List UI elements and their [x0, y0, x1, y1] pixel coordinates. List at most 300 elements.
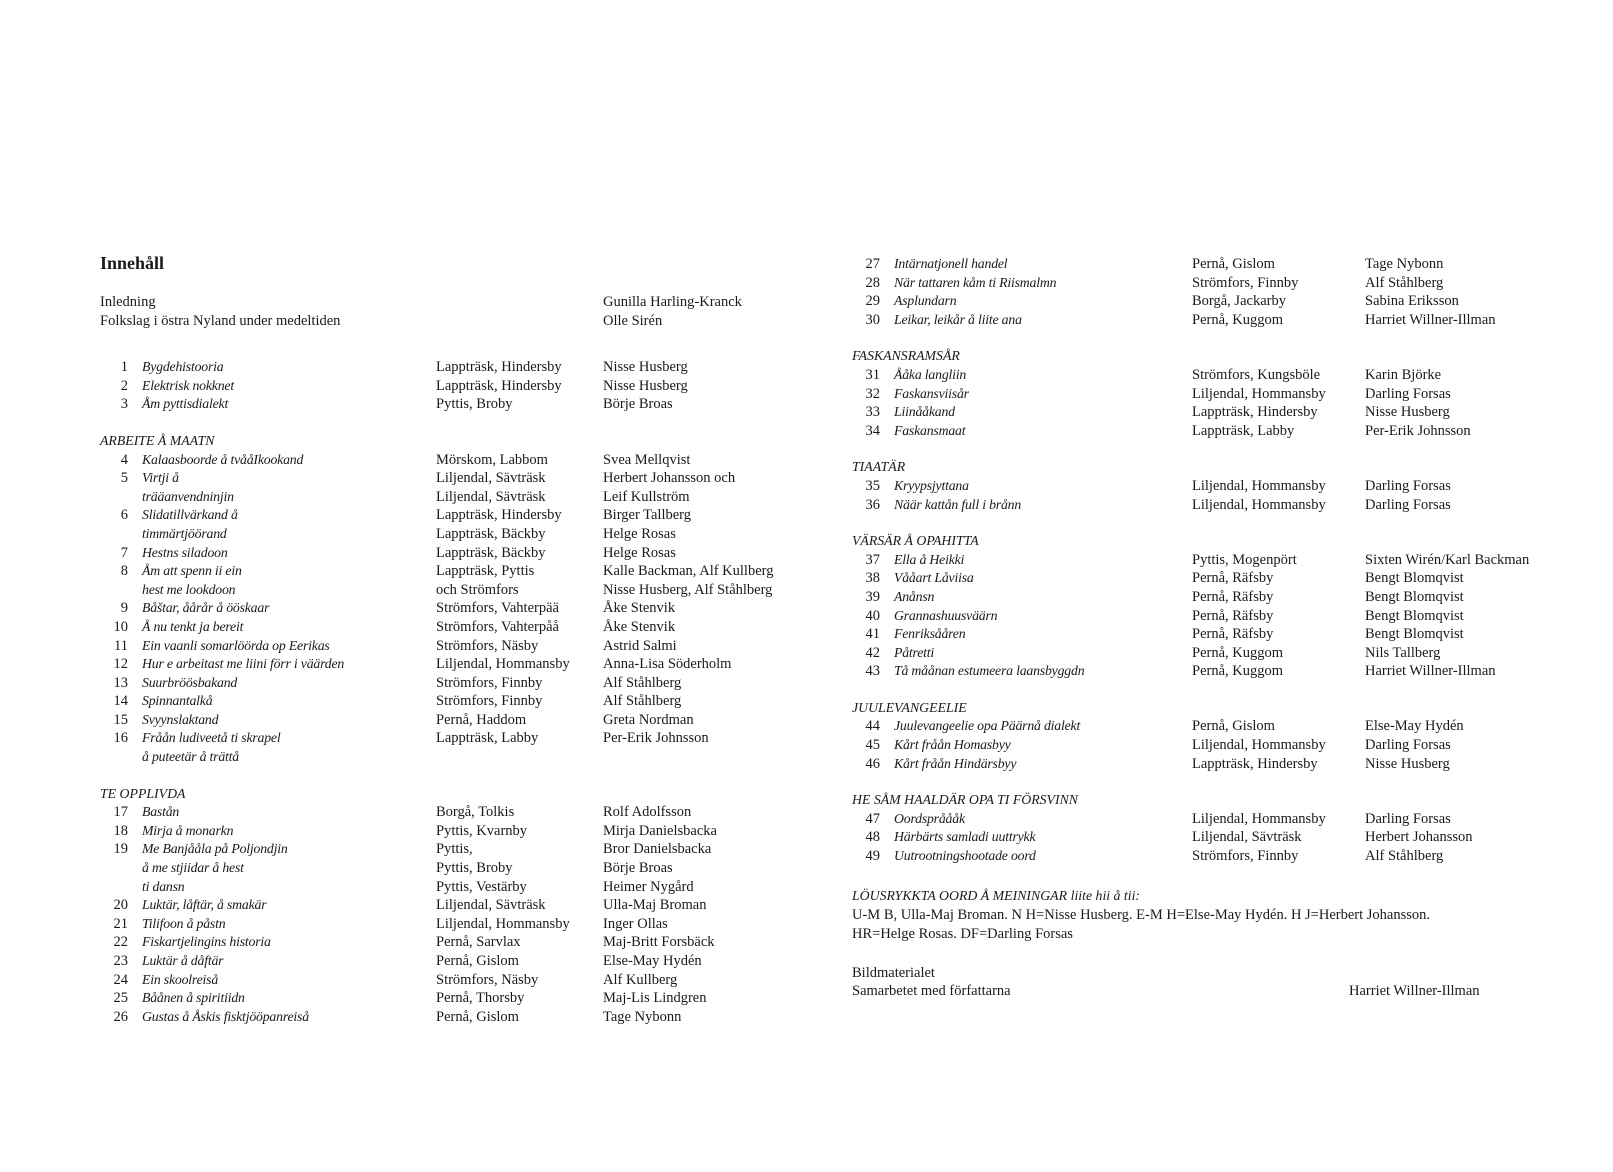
toc-entry — [852, 366, 1592, 385]
entry-author: Birger Tallberg — [603, 507, 691, 524]
entry-number: 20 — [113, 897, 128, 914]
entry-author: Alf Ståhlberg — [603, 693, 682, 710]
entry-author: Bror Danielsbacka — [603, 841, 712, 858]
entry-author: Per-Erik Johnsson — [1365, 422, 1471, 439]
entry-author: Sabina Eriksson — [1365, 293, 1459, 310]
entry-author: Helge Rosas — [603, 544, 676, 561]
toc-entry — [100, 395, 800, 414]
entry-title: Oordspråååk — [894, 810, 965, 826]
entry-place: Pyttis, Kvarnby — [436, 822, 528, 839]
toc-entry — [100, 748, 800, 767]
entry-author: Börje Broas — [603, 860, 673, 877]
entry-number: 4 — [120, 451, 128, 468]
toc-entry — [100, 933, 800, 952]
entry-place: Pernå, Gislom — [1192, 718, 1275, 735]
section-heading: TIAATÄR — [852, 459, 906, 475]
entry-number: 46 — [865, 755, 880, 772]
spacer — [100, 330, 800, 358]
entry-place: Pernå, Kuggom — [1192, 311, 1284, 328]
toc-entry — [100, 451, 800, 470]
entry-author: Åke Stenvik — [603, 600, 676, 617]
entry-author: Darling Forsas — [1365, 737, 1451, 754]
entry-place: Pernå, Räfsby — [1192, 626, 1274, 643]
entry-place: Lappträsk, Bäckby — [436, 544, 546, 561]
toc-entry — [100, 525, 800, 544]
entry-author: Bengt Blomqvist — [1365, 626, 1464, 643]
spacer — [852, 329, 1592, 347]
entry-place: Lappträsk, Hindersby — [1192, 404, 1318, 421]
entry-number: 22 — [113, 934, 128, 951]
footer-row — [852, 964, 1592, 983]
entry-number: 25 — [113, 990, 128, 1007]
entry-place: Mörskom, Labbom — [436, 451, 548, 468]
toc-entry — [852, 255, 1592, 274]
entry-title: Spinnantalkå — [142, 693, 213, 709]
toc-entry — [100, 469, 800, 488]
toc-entry — [100, 1008, 800, 1027]
entry-place: Liljendal, Sävträsk — [436, 897, 546, 914]
entry-place: Pernå, Gislom — [1192, 256, 1275, 272]
right-entry-groups — [852, 255, 1592, 866]
legend-heading-tail: liite hii å tii: — [1070, 887, 1141, 903]
toc-entry — [100, 878, 800, 897]
entry-place: Liljendal, Hommansby — [1192, 810, 1326, 827]
entry-title: Fiskartjelingins historia — [142, 934, 271, 950]
entry-number: 17 — [113, 804, 128, 821]
entry-author: Bengt Blomqvist — [1365, 588, 1464, 605]
toc-entry — [100, 562, 800, 581]
entry-number: 5 — [120, 470, 128, 487]
entry-author: Inger Ollas — [603, 915, 668, 932]
entry-number: 38 — [865, 570, 880, 587]
entry-number: 21 — [113, 915, 128, 932]
entry-place: Lappträsk, Hindersby — [436, 507, 562, 524]
entry-title: Slidatillvärkand å — [142, 507, 238, 523]
intro-author: Olle Sirén — [603, 312, 663, 329]
toc-entry — [100, 358, 800, 377]
entry-author: Bengt Blomqvist — [1365, 607, 1464, 624]
toc-entry — [852, 569, 1592, 588]
entry-place: Liljendal, Hommansby — [1192, 385, 1326, 402]
toc-entry — [852, 828, 1592, 847]
entry-place: Strömfors, Finnby — [1192, 274, 1299, 291]
entry-number: 47 — [865, 810, 880, 827]
toc-entry — [852, 422, 1592, 441]
section-heading: ARBEITE Å MAATN — [100, 432, 215, 448]
section-heading: FASKANSRAMSÅR — [852, 348, 960, 364]
entry-number: 41 — [865, 626, 880, 643]
entry-number: 29 — [865, 293, 880, 310]
entry-author: Anna-Lisa Söderholm — [603, 656, 732, 673]
toc-entry — [852, 311, 1592, 330]
entry-author: Alf Ståhlberg — [603, 674, 682, 691]
entry-title: Tå måånan estumeera laansbyggdn — [894, 663, 1085, 679]
toc-entry — [852, 644, 1592, 663]
entry-title: Bygdehistooria — [142, 359, 224, 375]
toc-entry — [852, 551, 1592, 570]
entry-place: Pernå, Haddom — [436, 711, 527, 728]
entry-number: 27 — [865, 256, 880, 272]
entry-place: Strömfors, Finnby — [436, 693, 543, 710]
entry-author: Nisse Husberg, Alf Ståhlberg — [603, 581, 773, 598]
toc-entry — [852, 607, 1592, 626]
entry-author: Astrid Salmi — [603, 637, 677, 654]
legend-heading-line — [852, 886, 1592, 906]
entry-title: Kalaasboorde å tvååIkookand — [142, 451, 304, 467]
entry-place: Borgå, Jackarby — [1192, 293, 1286, 310]
section-heading: VÄRSÄR Å OPAHITTA — [852, 533, 979, 549]
toc-entry — [100, 971, 800, 990]
entry-author: Alf Ståhlberg — [1365, 274, 1444, 291]
entry-number: 30 — [865, 311, 880, 328]
entry-place: Strömfors, Vahterpää — [436, 600, 559, 617]
entry-number: 48 — [865, 829, 880, 846]
entry-author: Tage Nybonn — [1365, 256, 1444, 272]
entry-title: ti dansn — [142, 878, 185, 894]
spacer — [852, 866, 1592, 886]
toc-entry — [852, 736, 1592, 755]
entry-number: 9 — [120, 600, 128, 617]
entry-title: å puteetär å trättå — [142, 749, 239, 765]
entry-place: Lappträsk, Pyttis — [436, 563, 535, 580]
entry-author: Ulla-Maj Broman — [603, 897, 707, 914]
entry-author: Herbert Johansson och — [603, 470, 736, 487]
toc-entry — [100, 952, 800, 971]
entry-title: Elektrisk nokknet — [142, 377, 234, 393]
toc-entry — [100, 618, 800, 637]
entry-author: Alf Kullberg — [603, 971, 678, 988]
entry-author: Rolf Adolfsson — [603, 804, 692, 821]
toc-entry — [100, 506, 800, 525]
entry-title: Fenriksååren — [894, 626, 966, 642]
entry-number: 36 — [865, 496, 880, 513]
entry-author: Maj-Britt Forsbäck — [603, 934, 715, 951]
entry-number: 13 — [113, 674, 128, 691]
entry-place: Liljendal, Hommansby — [436, 656, 570, 673]
entry-title: Fråån ludiveetå ti skrapel — [142, 730, 281, 746]
entry-title: Leikar, leikår å liite ana — [894, 311, 1022, 327]
entry-number: 39 — [865, 588, 880, 605]
section-heading: HE SÅM HAALDÄR OPA TI FÖRSVINN — [852, 792, 1078, 808]
section-heading: JUULEVANGEELIE — [852, 699, 967, 715]
toc-entry — [852, 477, 1592, 496]
entry-author: Tage Nybonn — [603, 1008, 682, 1025]
entry-author: Darling Forsas — [1365, 810, 1451, 827]
toc-entry — [100, 599, 800, 618]
entry-place: Lappträsk, Bäckby — [436, 525, 546, 542]
entry-title: Härbärts samladi uuttrykk — [894, 829, 1036, 845]
entry-title: Näär kattån full i brånn — [894, 496, 1022, 512]
entry-number: 16 — [113, 730, 128, 747]
entry-place: Pernå, Räfsby — [1192, 570, 1274, 587]
entry-number: 6 — [120, 507, 128, 524]
entry-place: Borgå, Tolkis — [436, 804, 515, 821]
entry-title: Faskansviisår — [894, 385, 969, 401]
toc-entry — [852, 625, 1592, 644]
entry-place: Lappträsk, Hindersby — [436, 359, 562, 376]
footer-text: Samarbetet med författarna — [852, 983, 1011, 1000]
entry-title: Virtji å — [142, 470, 179, 486]
entry-author: Bengt Blomqvist — [1365, 570, 1464, 587]
entry-title: Luktär å dåftär — [142, 953, 224, 968]
entry-title: Svyynslaktand — [142, 711, 219, 727]
entry-place: Liljendal, Hommansby — [436, 915, 570, 932]
entry-author: Alf Ståhlberg — [1365, 848, 1444, 865]
entry-title: När tattaren kåm ti Riismalmn — [894, 274, 1057, 290]
entry-author: Else-May Hydén — [1365, 718, 1464, 735]
entry-title: Kårt fråån Homasbyy — [894, 737, 1011, 753]
entry-place: Lappträsk, Hindersby — [1192, 755, 1318, 772]
entry-number: 26 — [113, 1008, 128, 1025]
entry-place: Pernå, Kuggom — [1192, 663, 1284, 680]
entry-place: Pernå, Räfsby — [1192, 607, 1274, 624]
entry-place: Pernå, Kuggom — [1192, 644, 1284, 661]
entry-title: Grannashuusväärn — [894, 607, 998, 623]
entry-number: 42 — [865, 644, 880, 661]
entry-place: Lappträsk, Hindersby — [436, 377, 562, 394]
toc-entry — [852, 662, 1592, 681]
toc-entry — [100, 859, 800, 878]
section-heading: TE OPPLIVDA — [100, 785, 186, 801]
entry-number: 7 — [120, 544, 128, 561]
intro-row — [100, 293, 800, 312]
toc-entry — [100, 989, 800, 1008]
entry-number: 43 — [865, 663, 880, 680]
toc-entry — [100, 711, 800, 730]
page-title: Innehåll — [100, 253, 165, 273]
footer-row — [852, 982, 1592, 1001]
intro-title: Folkslag i östra Nyland under medeltiden — [100, 312, 341, 329]
entry-title: Asplundarn — [894, 293, 957, 309]
legend-line: HR=Helge Rosas. DF=Darling Forsas — [852, 925, 1073, 942]
spacer — [852, 944, 1592, 964]
intro-row — [100, 312, 800, 331]
entry-place: Liljendal, Sävträsk — [436, 488, 546, 505]
footer-author: Harriet Willner-Illman — [1349, 983, 1480, 1000]
toc-entry — [100, 377, 800, 396]
entry-number: 12 — [113, 656, 128, 673]
toc-entry — [852, 755, 1592, 774]
entry-title: Intärnatjonell handel — [894, 256, 1008, 271]
legend-line: U-M B, Ulla-Maj Broman. N H=Nisse Husberg. E-M H=Else-May Hydén. H J=Herbert Johansson. — [852, 906, 1431, 923]
entry-title: trääanvendninjin — [142, 488, 234, 504]
spacer — [852, 514, 1592, 532]
entry-author: Karin Björke — [1365, 366, 1442, 383]
entry-author: Mirja Danielsbacka — [603, 822, 717, 839]
left-column — [100, 252, 800, 1026]
spacer — [852, 773, 1592, 791]
entry-place: Strömfors, Finnby — [436, 674, 543, 691]
entry-title: Båånen å spiritiidn — [142, 990, 245, 1006]
entry-author: Darling Forsas — [1365, 477, 1451, 494]
entry-place: Strömfors, Vahterpåå — [436, 618, 559, 635]
entry-author: Harriet Willner-Illman — [1365, 663, 1496, 680]
toc-entry — [852, 496, 1592, 515]
entry-title: Bastån — [142, 804, 180, 820]
entry-title: å me stjiidar å hest — [142, 860, 244, 876]
spacer — [852, 681, 1592, 699]
entry-author: Nisse Husberg — [1365, 755, 1450, 772]
toc-entry — [100, 692, 800, 711]
footer-text: Bildmaterialet — [852, 964, 935, 981]
entry-title: Tilifoon å påstn — [142, 915, 226, 931]
entry-place: Liljendal, Sävträsk — [436, 470, 546, 487]
toc-entry — [852, 292, 1592, 311]
entry-author: Börje Broas — [603, 396, 673, 413]
entry-number: 31 — [865, 366, 880, 383]
entry-author: Greta Nordman — [603, 711, 694, 728]
entry-title: Juulevangeelie opa Päärnå dialekt — [894, 718, 1081, 734]
entry-title: Gustas å Åskis fisktjööpanreiså — [142, 1008, 309, 1024]
entry-number: 49 — [865, 848, 880, 865]
entry-title: Me Banjååla på Poljondjin — [142, 841, 288, 857]
abbreviation-legend — [852, 886, 1592, 944]
entry-title: Mirja å monarkn — [142, 822, 234, 838]
entry-place: Pyttis, Broby — [436, 860, 513, 877]
toc-entry — [852, 588, 1592, 607]
toc-entry — [100, 729, 800, 748]
entry-author: Maj-Lis Lindgren — [603, 990, 707, 1007]
toc-entry — [100, 896, 800, 915]
entry-number: 14 — [113, 693, 128, 710]
entry-author: Leif Kullström — [603, 488, 690, 505]
entry-author: Åke Stenvik — [603, 618, 676, 635]
entry-title: Suurbröösbakand — [142, 674, 238, 690]
entry-place: Pyttis, Mogenpört — [1192, 551, 1297, 568]
entry-place: Pernå, Räfsby — [1192, 588, 1274, 605]
entry-title: Faskansmaat — [894, 422, 966, 438]
entry-place: Strömfors, Kungsböle — [1192, 366, 1321, 383]
spacer — [100, 414, 800, 432]
entry-author: Darling Forsas — [1365, 385, 1451, 402]
toc-entry — [100, 637, 800, 656]
entry-number: 23 — [113, 953, 128, 969]
intro-title: Inledning — [100, 294, 156, 310]
entry-author: Harriet Willner-Illman — [1365, 311, 1496, 328]
entry-place: Liljendal, Hommansby — [1192, 737, 1326, 754]
entry-place: Pernå, Gislom — [436, 953, 519, 969]
toc-entry — [852, 717, 1592, 736]
entry-author: Nils Tallberg — [1365, 644, 1441, 661]
entry-number: 45 — [865, 737, 880, 754]
entry-place: Liljendal, Sävträsk — [1192, 829, 1302, 846]
toc-entry — [100, 581, 800, 600]
toc-entry — [852, 403, 1592, 422]
toc-entry — [100, 803, 800, 822]
entry-title: Åm pyttisdialekt — [142, 396, 229, 412]
entry-number: 44 — [865, 718, 880, 735]
entry-place: Strömfors, Näsby — [436, 971, 539, 988]
toc-entry — [852, 385, 1592, 404]
entry-number: 1 — [120, 359, 128, 376]
entry-number: 3 — [120, 396, 128, 413]
intro-author: Gunilla Harling-Kranck — [603, 294, 742, 310]
entry-author: Sixten Wirén/Karl Backman — [1365, 551, 1530, 568]
entry-title: Uutrootningshootade oord — [894, 848, 1036, 864]
entry-author: Else-May Hydén — [603, 953, 702, 969]
entry-title: Kårt fråån Hindärsbyy — [894, 755, 1017, 771]
entry-title: Å nu tenkt ja bereit — [142, 618, 244, 634]
entry-title: Ein skoolreiså — [142, 971, 219, 987]
legend-heading: LÖUSRYKKTA OORD Å MEININGAR — [852, 887, 1068, 903]
entry-place: och Strömfors — [436, 581, 519, 598]
entry-number: 40 — [865, 607, 880, 624]
entry-place: Pyttis, — [436, 841, 473, 858]
entry-number: 11 — [114, 637, 128, 654]
entry-title: Hur e arbeitast me liini förr i väärden — [142, 656, 345, 672]
entry-title: Hestns siladoon — [142, 544, 228, 560]
toc-entry — [852, 847, 1592, 866]
entry-number: 15 — [113, 711, 128, 728]
entry-place: Strömfors, Näsby — [436, 637, 539, 654]
entry-place: Strömfors, Finnby — [1192, 848, 1299, 865]
toc-entry — [852, 810, 1592, 829]
left-entry-groups — [100, 358, 800, 1026]
entry-number: 28 — [865, 274, 880, 291]
entry-place: Pernå, Gislom — [436, 1008, 519, 1025]
entry-number: 19 — [113, 841, 128, 858]
entry-number: 34 — [865, 422, 880, 439]
entry-number: 18 — [113, 822, 128, 839]
entry-place: Pyttis, Broby — [436, 396, 513, 413]
toc-entry — [100, 915, 800, 934]
entry-title: Påtretti — [894, 644, 935, 660]
entry-place: Liljendal, Hommansby — [1192, 496, 1326, 513]
entry-title: Liinååkand — [894, 404, 955, 420]
entry-number: 33 — [865, 404, 880, 421]
entry-title: Anånsn — [894, 588, 935, 604]
entry-number: 37 — [865, 551, 880, 568]
toc-entry — [100, 488, 800, 507]
entry-number: 35 — [865, 477, 880, 494]
entry-title: timmärtjöörand — [142, 525, 227, 541]
entry-place: Pernå, Sarvlax — [436, 934, 521, 951]
toc-entry — [100, 544, 800, 563]
toc-entry — [100, 822, 800, 841]
toc-entry — [100, 655, 800, 674]
entry-title: hest me lookdoon — [142, 581, 236, 597]
entry-number: 2 — [120, 377, 128, 394]
entry-title: Kryypsjyttana — [894, 477, 969, 493]
entry-place: Pyttis, Vestärby — [436, 878, 527, 895]
entry-place: Lappträsk, Labby — [436, 730, 539, 747]
entry-title: Luktär, låftär, å smakär — [142, 897, 267, 913]
toc-entry — [100, 840, 800, 859]
entry-number: 24 — [113, 971, 128, 988]
entry-author: Darling Forsas — [1365, 496, 1451, 513]
right-column — [852, 255, 1592, 1001]
entry-title: Vååart Låviisa — [894, 570, 974, 586]
entry-author: Kalle Backman, Alf Kullberg — [603, 563, 774, 580]
toc-entry — [852, 274, 1592, 293]
entry-title: Ååka langliin — [894, 366, 967, 382]
entry-title: Ein vaanli somarlöörda op Eerikas — [142, 637, 330, 653]
entry-author: Nisse Husberg — [603, 377, 688, 394]
spacer — [100, 767, 800, 785]
entry-author: Herbert Johansson — [1365, 829, 1473, 846]
entry-number: 32 — [865, 385, 880, 402]
entry-title: Båštar, åårår å ööskaar — [142, 600, 270, 616]
entry-place: Liljendal, Hommansby — [1192, 477, 1326, 494]
entry-author: Nisse Husberg — [1365, 404, 1450, 421]
entry-author: Helge Rosas — [603, 525, 676, 542]
entry-place: Pernå, Thorsby — [436, 990, 525, 1007]
entry-author: Nisse Husberg — [603, 359, 688, 376]
entry-author: Per-Erik Johnsson — [603, 730, 709, 747]
entry-title: Åm att spenn ii ein — [142, 563, 242, 579]
entry-place: Lappträsk, Labby — [1192, 422, 1295, 439]
entry-number: 8 — [120, 563, 128, 580]
